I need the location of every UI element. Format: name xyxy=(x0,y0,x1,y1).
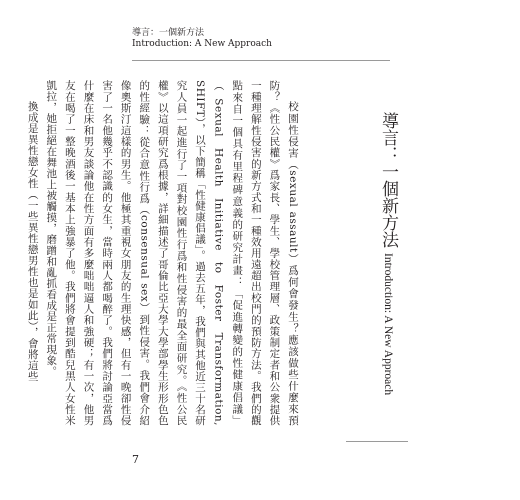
running-head-english: Introduction: A New Approach xyxy=(132,39,272,49)
chapter-title: 導言：一個新方法 xyxy=(378,112,398,248)
body-paragraph: 校園性侵害（sexual assault）爲何會發生？應該做些什麼來預防？《性公民權》爲家長、學生、學校管理層、政策制定者和公衆提供一種理解性侵害的新方式和一種效用遠超出校門的預防方法。我們的觀點來自一個具有里程碑意義的研究計畫：「促進轉變的性健康倡議」（Sexual Health Initiative to Foster Transformation, SHIFT），以下簡稱「性健康倡議」。過去五年，我們與其他近三十名研究人員一起進行了一項對校園性行爲和性侵害的最全面研究。《性公民權》以這項研究爲根據，詳細描述了哥倫比亞大學大學部學生形形色色的性經驗：從合意性行爲（consensual sex）到性侵害。我們會介紹像奧斯汀這樣的男生。他極其重視女朋友的生理快感，但有一晚卻性侵害了一名他幾乎不認識的女生，當時兩人都喝醉了。我們將討論亞當爲什麼在床和男友談論他在性方面有多麼咄咄逼人和強硬；有一次，他男友在喝了一整晚酒後一基本上強暴了他。我們將會提到酷兒黑人女性米凱拉，她拒絕在舞池上被觸摸，磨蹭和亂抓看成是正常現象。 xyxy=(45,80,299,426)
header-divider xyxy=(132,60,390,61)
page-number: 7 xyxy=(132,453,139,466)
running-head-chinese: 導言：一個新方法 xyxy=(132,28,205,38)
running-head xyxy=(132,28,272,50)
title-divider xyxy=(346,441,408,442)
chapter-title-block xyxy=(348,112,400,442)
chapter-subtitle: Introduction: A New Approach xyxy=(382,253,394,396)
body-paragraph: 換成是異性戀女性（一些異性戀男性也是如此），會將這些 xyxy=(26,101,39,382)
body-text xyxy=(26,80,302,426)
